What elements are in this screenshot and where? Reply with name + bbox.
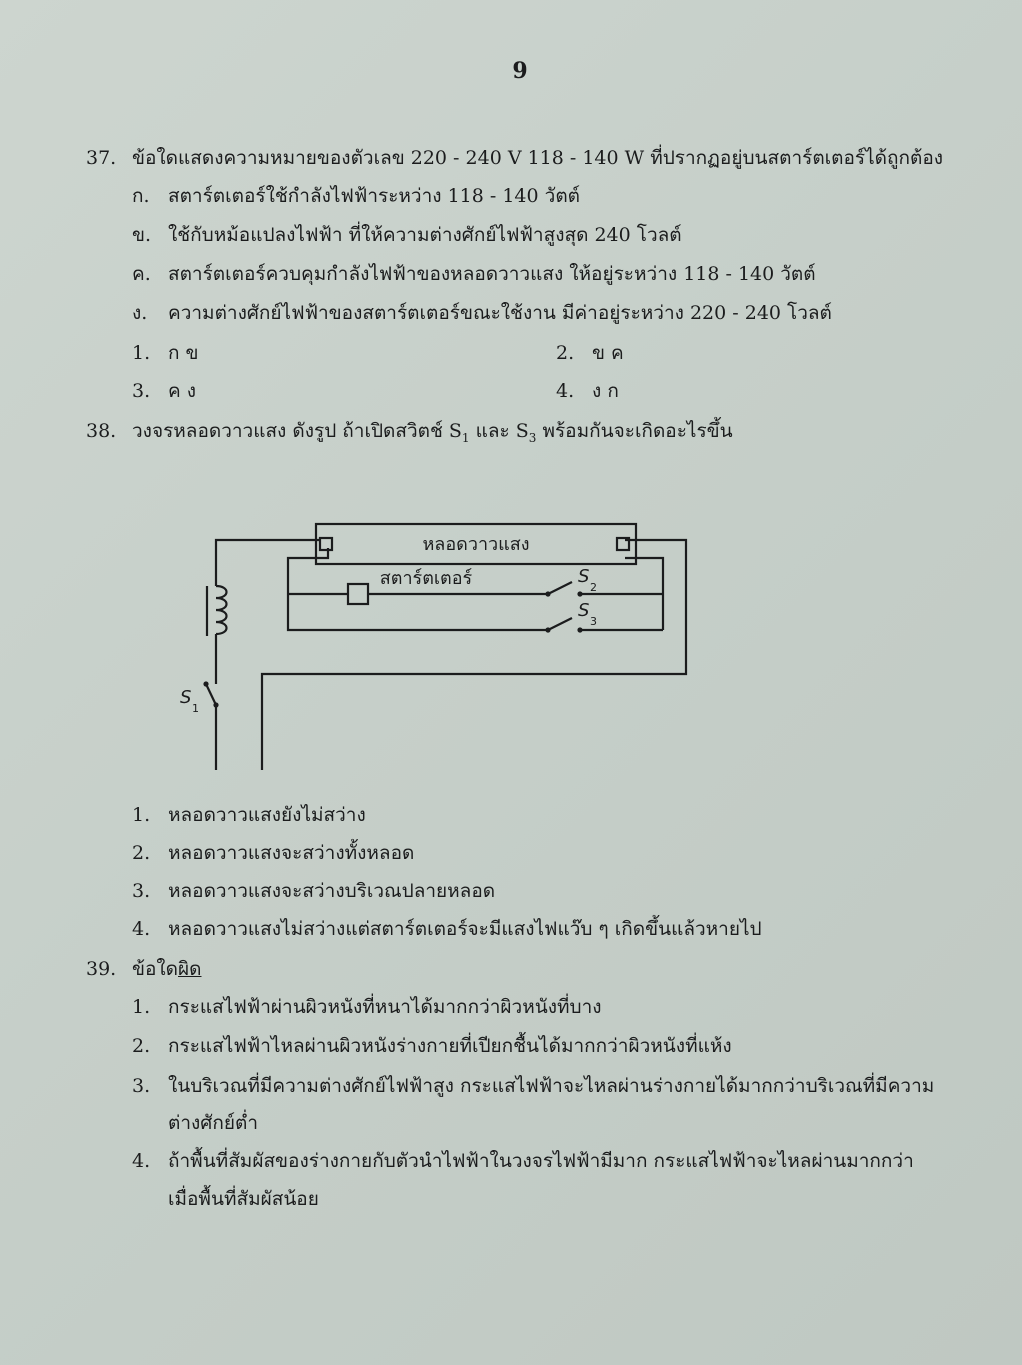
q38-number: 38. [86,420,117,442]
q37-number: 37. [86,147,117,169]
s3-contact [545,627,550,632]
s1-contact [213,702,218,707]
s2-contact [545,591,550,596]
q39-choice-number: 3. [132,1075,151,1097]
q37-statement: สตาร์ตเตอร์ใช้กำลังไฟฟ้าระหว่าง 118 - 140 วัตต์ [168,185,580,207]
q38-choice-number: 4. [132,918,151,940]
q37-choice: ข ค [592,342,624,364]
starter-branch-left [288,548,548,630]
q38-choice-number: 2. [132,842,151,864]
q39-choice: ในบริเวณที่มีความต่างศักย์ไฟฟ้าสูง กระแสไฟฟ้าจะไหลผ่านร่างกายได้มากกว่าบริเวณที่มีความ [168,1075,935,1097]
s1-label: S [180,687,192,708]
starter-label: สตาร์ตเตอร์ [379,568,473,589]
starter-box [348,584,368,604]
s1-subscript: 1 [192,702,199,715]
q37-question: ข้อใดแสดงความหมายของตัวเลข 220 - 240 V 118 - 140 W ที่ปรากฏอยู่บนสตาร์ตเตอร์ได้ถูกต้อง [132,147,944,169]
q37-statement-label: ข. [132,224,152,246]
s2-switch-blade [548,582,572,594]
q38-choice: หลอดวาวแสงยังไม่สว่าง [168,804,366,826]
q39-choice-number: 2. [132,1035,151,1057]
q39-choice: ถ้าพื้นที่สัมผัสของร่างกายกับตัวนำไฟฟ้าในวงจรไฟฟ้ามีมาก กระแสไฟฟ้าจะไหลผ่านมากกว่า [168,1150,914,1172]
q37-choice-number: 2. [556,342,575,364]
q37-statement-label: ค. [132,263,151,285]
q37-statement: ความต่างศักย์ไฟฟ้าของสตาร์ตเตอร์ขณะใช้งาน มีค่าอยู่ระหว่าง 220 - 240 โวลต์ [168,302,832,324]
q38-choice: หลอดวาวแสงไม่สว่างแต่สตาร์ตเตอร์จะมีแสงไฟแว๊บ ๆ เกิดขึ้นแล้วหายไป [168,918,762,940]
q37-statement-label: ก. [132,185,150,207]
q37-choice-number: 4. [556,380,575,402]
s3-switch-blade [548,618,572,630]
q37-statement-label: ง. [132,302,148,324]
q37-statement: สตาร์ตเตอร์ควบคุมกำลังไฟฟ้าของหลอดวาวแสง ให้อยู่ระหว่าง 118 - 140 วัตต์ [168,263,816,285]
q37-choice: ค ง [168,380,197,402]
s3-contact [577,627,582,632]
s2-contact [577,591,582,596]
q38-choice-number: 1. [132,804,151,826]
right-supply-wire [262,540,686,770]
s2-subscript: 2 [590,581,597,594]
q39-choice-continuation: เมื่อพื้นที่สัมผัสน้อย [168,1188,319,1210]
q39-question: ข้อใดผิด [132,958,202,980]
left-supply-wire [216,540,320,586]
s1-switch-blade [206,684,216,705]
s3-subscript: 3 [590,615,597,628]
q38-choice-number: 3. [132,880,151,902]
lamp-label: หลอดวาวแสง [422,534,530,555]
ballast-coil [216,586,227,634]
s1-contact [203,681,208,686]
q37-choice-number: 1. [132,342,151,364]
emphasis-wrong: ผิด [178,958,202,980]
q37-statement: ใช้กับหม้อแปลงไฟฟ้า ที่ให้ความต่างศักย์ไฟฟ้าสูงสุด 240 โวลต์ [168,224,682,246]
q39-choice-continuation: ต่างศักย์ต่ำ [168,1112,258,1134]
q39-number: 39. [86,958,117,980]
q38-choice: หลอดวาวแสงจะสว่างทั้งหลอด [168,842,415,864]
q37-choice-number: 3. [132,380,151,402]
q39-choice-number: 1. [132,996,151,1018]
s2-label: S [578,566,590,587]
s3-label: S [578,600,590,621]
q37-choice: ง ก [592,380,619,402]
q39-choice-number: 4. [132,1150,151,1172]
q39-choice: กระแสไฟฟ้าผ่านผิวหนังที่หนาได้มากกว่าผิวหนังที่บาง [168,996,602,1018]
q38-choice: หลอดวาวแสงจะสว่างบริเวณปลายหลอด [168,880,496,902]
left-filament [320,538,332,550]
q39-choice: กระแสไฟฟ้าไหลผ่านผิวหนังร่างกายที่เปียกชื้นได้มากกว่าผิวหนังที่แห้ง [168,1035,732,1057]
q37-choice: ก ข [168,342,199,364]
q38-question: วงจรหลอดวาวแสง ดังรูป ถ้าเปิดสวิตช์ $S_1$ และ $S_3$ พร้อมกันจะเกิดอะไรขึ้น [132,420,733,445]
page-number: 9 [512,58,528,84]
